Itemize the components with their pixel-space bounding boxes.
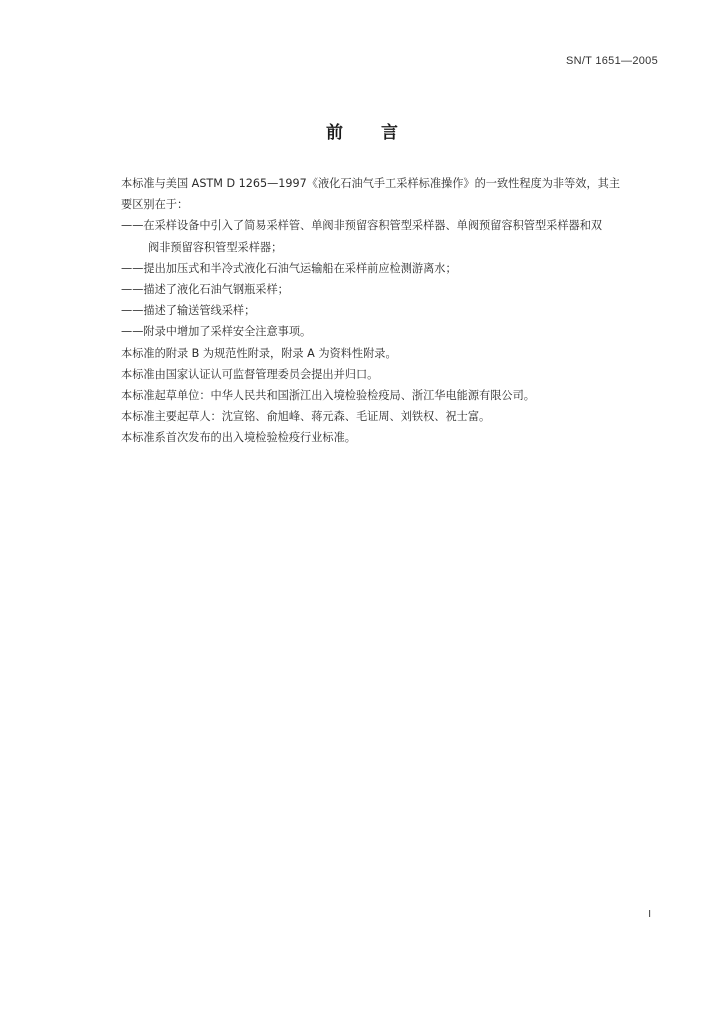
page-number: I bbox=[648, 909, 651, 920]
paragraph-line: 本标准与美国 ASTM D 1265—1997《液化石油气手工采样标准操作》的一致性程度为非等效，其主 bbox=[121, 177, 621, 190]
paragraph-line: 本标准系首次发布的出入境检验检疫行业标准。 bbox=[121, 431, 356, 445]
title-char-1: 前 bbox=[326, 123, 343, 143]
page-title bbox=[0, 118, 724, 143]
paragraph-line: 本标准由国家认证认可监督管理委员会提出并归口。 bbox=[121, 367, 379, 381]
paragraph-line: 要区别在于： bbox=[121, 198, 189, 212]
list-item-line: ——描述了输送管线采样； bbox=[121, 304, 256, 318]
paragraph-line: 本标准主要起草人：沈宣铭、俞旭峰、蒋元森、毛证周、刘铁权、祝士富。 bbox=[121, 410, 491, 424]
list-item-continuation: 阀非预留容积管型采样器； bbox=[148, 240, 283, 254]
standard-code: SN/T 1651—2005 bbox=[565, 55, 658, 67]
list-item-line: ——在采样设备中引入了简易采样管、单阀非预留容积管型采样器、单阀预留容积管型采样器和双 bbox=[121, 219, 603, 233]
paragraph-line: 本标准的附录 B 为规范性附录，附录 A 为资料性附录。 bbox=[121, 346, 397, 360]
paragraph-line: 本标准起草单位：中华人民共和国浙江出入境检验检疫局、浙江华电能源有限公司。 bbox=[121, 388, 535, 402]
foreword-body bbox=[121, 173, 661, 448]
list-item-line: ——提出加压式和半冷式液化石油气运输船在采样前应检测游离水； bbox=[121, 261, 457, 275]
list-item-line: ——描述了液化石油气钢瓶采样； bbox=[121, 282, 289, 296]
title-char-2: 言 bbox=[381, 123, 398, 143]
list-item-line: ——附录中增加了采样安全注意事项。 bbox=[121, 325, 312, 339]
